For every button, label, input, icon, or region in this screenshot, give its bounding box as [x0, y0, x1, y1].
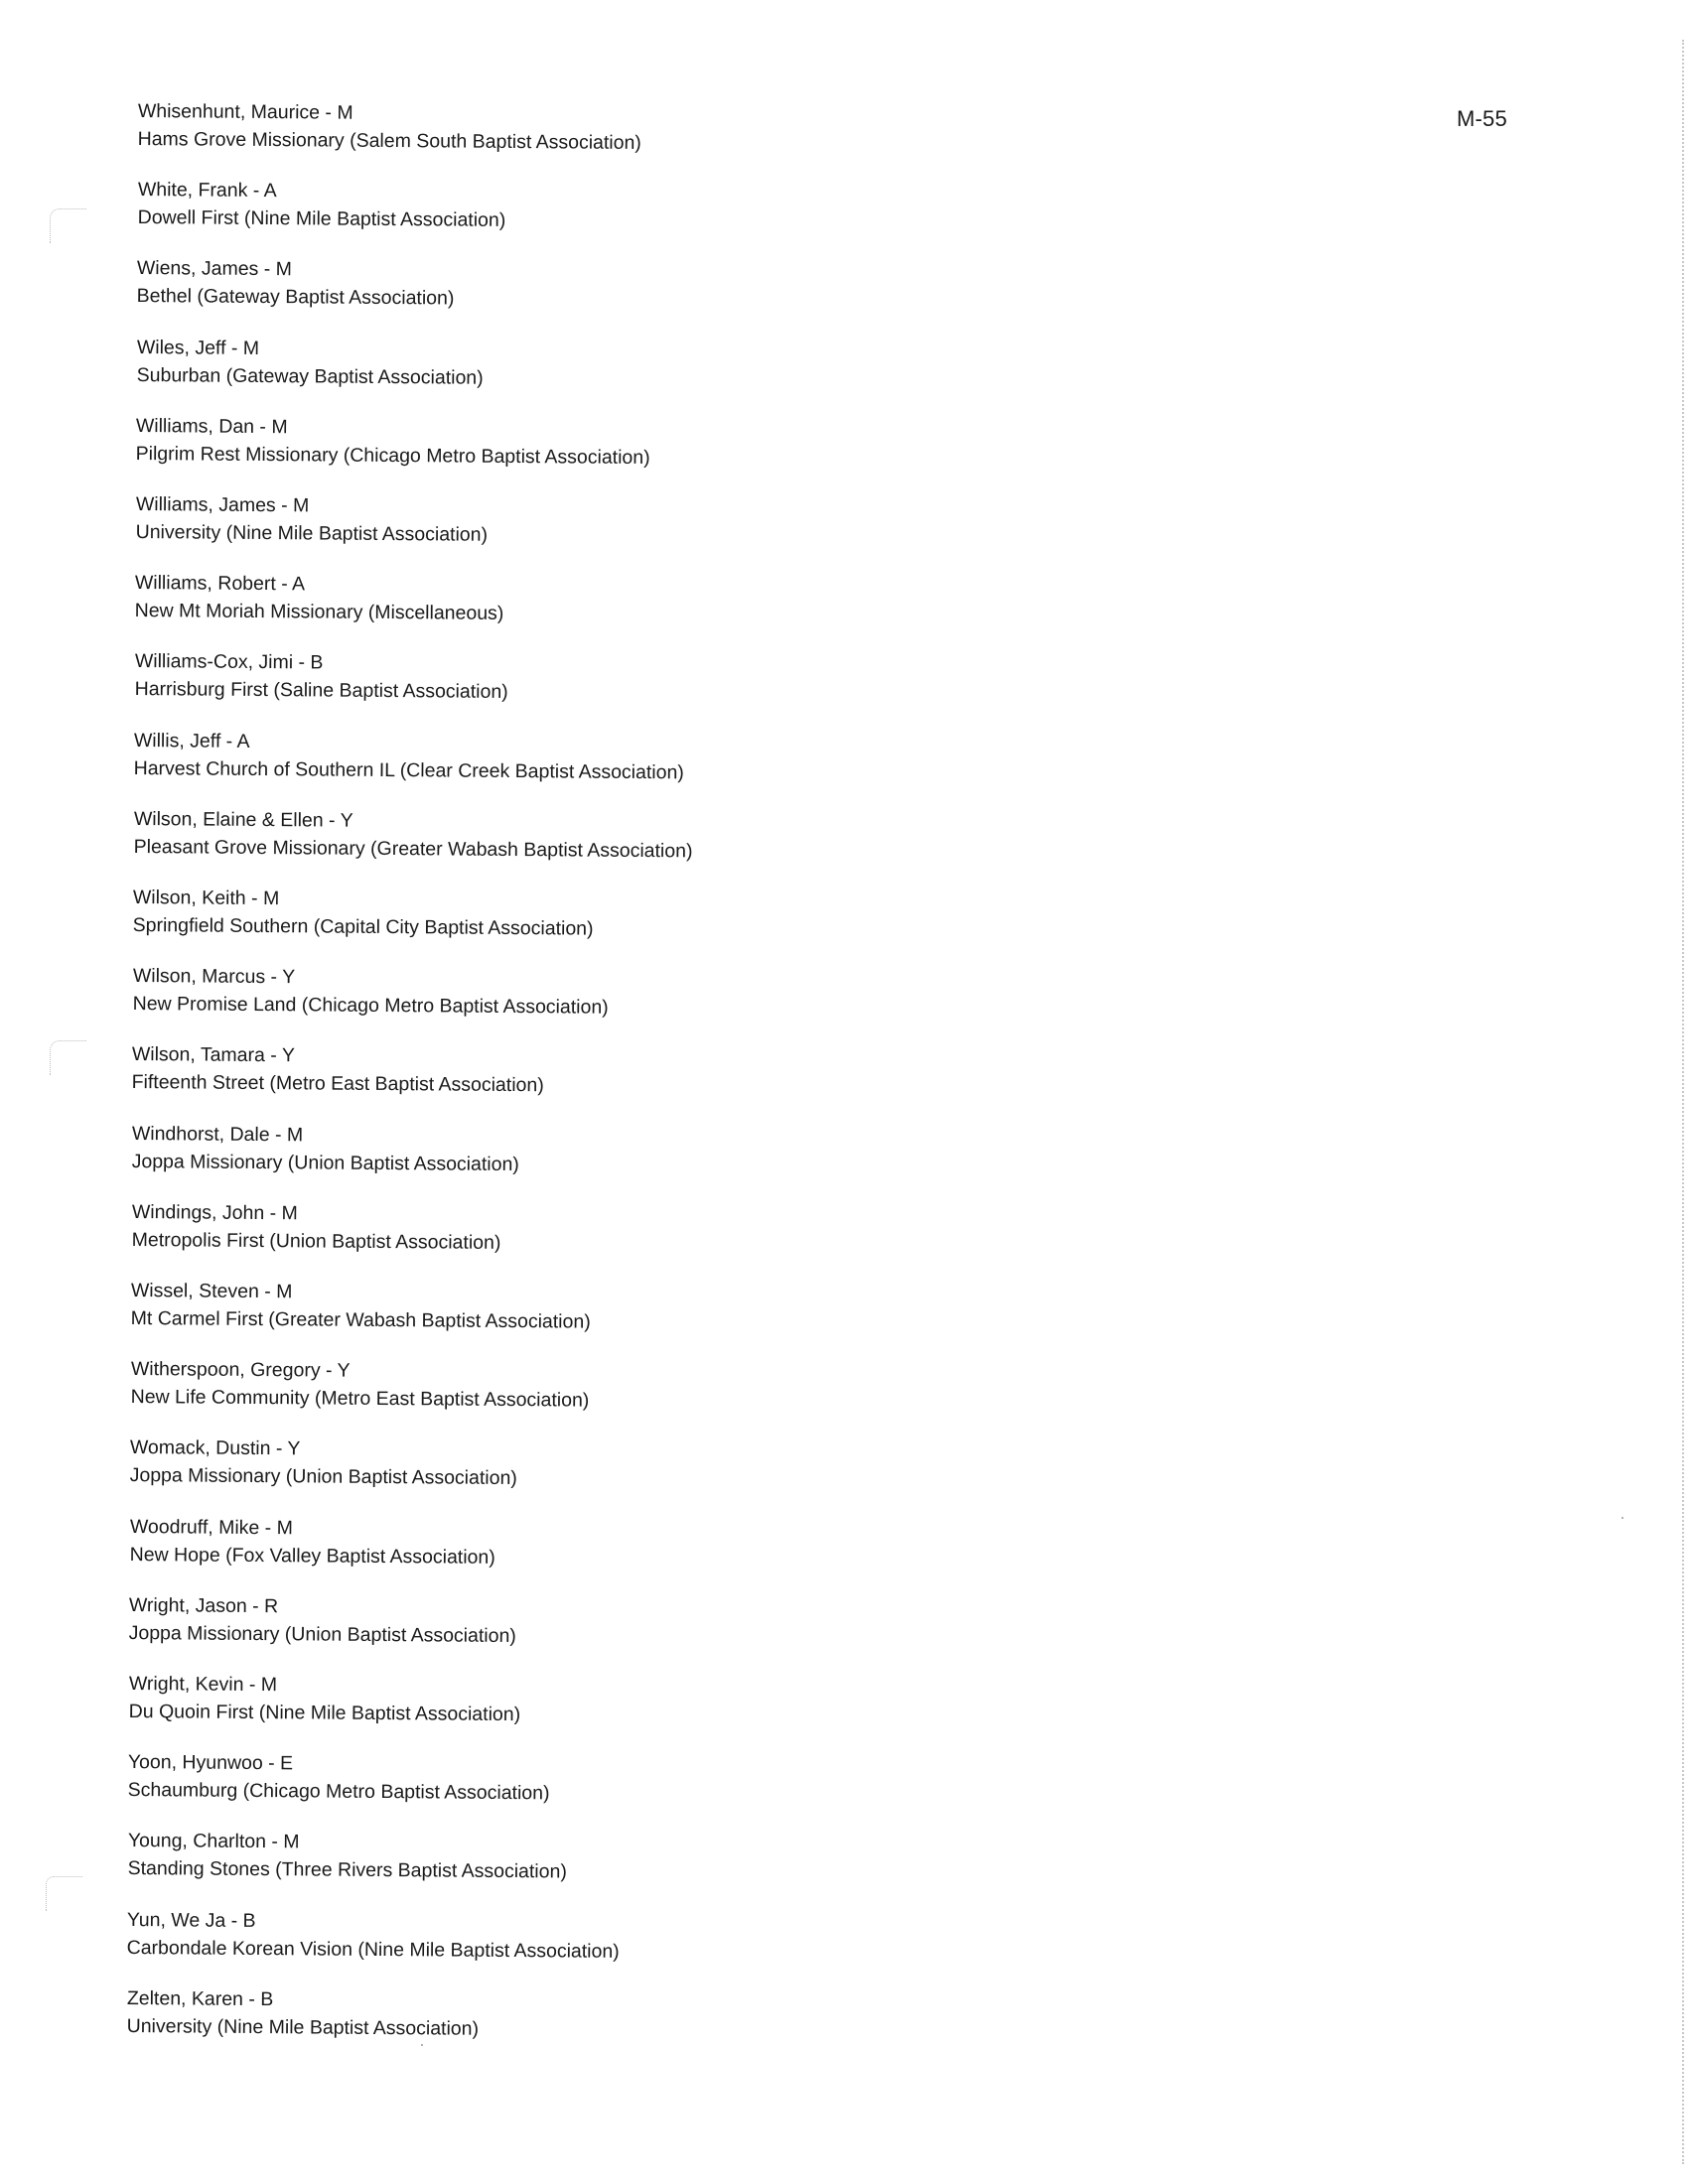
entry-name: Williams, Dan - M	[135, 414, 288, 438]
directory-entry	[130, 1433, 518, 1492]
directory-entry	[127, 1827, 567, 1885]
entry-name: White, Frank - A	[137, 179, 277, 203]
entry-church: Springfield Southern (Capital City Baptist Association)	[132, 913, 595, 940]
entry-church: New Promise Land (Chicago Metro Baptist Association)	[132, 993, 609, 1019]
entry-name: Wilson, Keith - M	[133, 886, 280, 910]
entry-name: Windings, John - M	[131, 1200, 298, 1225]
scan-artifact	[50, 1040, 86, 1075]
scan-artifact	[1622, 1517, 1623, 1519]
directory-entry	[137, 254, 455, 313]
entry-name: Willis, Jeff - A	[134, 729, 250, 752]
directory-entry	[134, 647, 507, 706]
scan-edge	[1682, 40, 1684, 2164]
entry-name: Williams, Robert - A	[135, 572, 306, 596]
entry-church: Carbondale Korean Vision (Nine Mile Baptist Association)	[126, 1936, 621, 1963]
directory-entry	[132, 1120, 520, 1178]
directory-entry	[129, 1513, 495, 1571]
directory-entry	[127, 1906, 621, 1966]
entry-name: Williams, James - M	[135, 492, 310, 517]
entry-church: Du Quoin First (Nine Mile Baptist Association)	[128, 1700, 521, 1726]
entry-name: Windhorst, Dale - M	[131, 1122, 304, 1146]
page-number: M-55	[1457, 106, 1507, 131]
entry-name: Wiles, Jeff - M	[136, 336, 259, 359]
directory-entry	[135, 569, 504, 627]
entry-name: Womack, Dustin - Y	[129, 1436, 301, 1460]
entry-church: New Life Community (Metro East Baptist Association)	[130, 1386, 590, 1412]
directory-entry	[136, 334, 483, 392]
entry-church: University (Nine Mile Baptist Association)	[135, 520, 488, 546]
directory-entry	[128, 1670, 520, 1728]
entry-name: Wiens, James - M	[136, 257, 293, 281]
entry-church: New Mt Moriah Missionary (Miscellaneous)	[134, 600, 504, 625]
directory-entry	[133, 884, 594, 943]
directory-entry	[136, 412, 650, 472]
directory-entry	[129, 1591, 517, 1650]
entry-church: Metropolis First (Union Baptist Association)	[131, 1228, 501, 1254]
directory-entry	[130, 1355, 589, 1415]
directory-entry	[132, 1040, 545, 1099]
entry-name: Woodruff, Mike - M	[129, 1515, 293, 1539]
entry-name: Young, Charlton - M	[127, 1830, 300, 1853]
directory-entry	[132, 962, 608, 1022]
entry-church: Pleasant Grove Missionary (Greater Wabash Baptist Association)	[133, 835, 693, 863]
directory-entry	[137, 176, 505, 234]
entry-name: Wilson, Marcus - Y	[132, 965, 296, 989]
entry-church: Joppa Missionary (Union Baptist Association)	[128, 1621, 517, 1647]
entry-name: Whisenhunt, Maurice - M	[137, 99, 353, 124]
entry-name: Wright, Jason - R	[129, 1593, 279, 1617]
entry-church: Joppa Missionary (Union Baptist Association)	[131, 1150, 519, 1175]
entry-name: Wright, Kevin - M	[128, 1672, 277, 1697]
directory-entry	[134, 727, 685, 786]
directory-entry	[131, 1277, 592, 1336]
entry-church: Bethel (Gateway Baptist Association)	[136, 285, 455, 310]
entry-church: Suburban (Gateway Baptist Association)	[136, 363, 484, 389]
directory-entry	[133, 805, 692, 865]
directory-entry	[135, 490, 488, 549]
entry-church: Schaumburg (Chicago Metro Baptist Association)	[127, 1779, 550, 1805]
scan-artifact	[50, 208, 86, 243]
directory-entry	[127, 1984, 480, 2043]
entry-church: Pilgrim Rest Missionary (Chicago Metro Baptist Association)	[135, 442, 650, 469]
entry-name: Wilson, Elaine & Ellen - Y	[133, 807, 353, 832]
entry-name: Wilson, Tamara - Y	[132, 1043, 296, 1067]
directory-entry	[128, 1748, 550, 1807]
entry-church: Harrisburg First (Saline Baptist Association)	[134, 678, 508, 704]
entry-name: Yoon, Hyunwoo - E	[128, 1751, 294, 1775]
entry-church: Mt Carmel First (Greater Wabash Baptist Association)	[130, 1306, 591, 1333]
scan-artifact	[421, 2044, 423, 2046]
entry-church: Harvest Church of Southern IL (Clear Creek Baptist Association)	[133, 756, 685, 783]
entry-church: Dowell First (Nine Mile Baptist Association)	[137, 206, 505, 232]
entry-name: Wissel, Steven - M	[130, 1279, 293, 1303]
directory-entry	[138, 97, 642, 157]
directory-entry	[131, 1198, 500, 1257]
entry-name: Yun, We Ja - B	[127, 1908, 257, 1932]
entry-name: Williams-Cox, Jimi - B	[134, 650, 324, 674]
entry-name: Witherspoon, Gregory - Y	[130, 1358, 351, 1382]
entry-church: Joppa Missionary (Union Baptist Association)	[129, 1464, 518, 1490]
entry-church: Hams Grove Missionary (Salem South Baptist Association)	[137, 127, 641, 154]
entry-church: Standing Stones (Three Rivers Baptist Association)	[127, 1857, 567, 1883]
entry-church: New Hope (Fox Valley Baptist Association)	[129, 1543, 495, 1569]
entry-church: Fifteenth Street (Metro East Baptist Association)	[132, 1071, 545, 1097]
scan-artifact	[46, 1876, 82, 1911]
entry-church: University (Nine Mile Baptist Association)	[126, 2014, 480, 2040]
entry-name: Zelten, Karen - B	[126, 1986, 274, 2010]
